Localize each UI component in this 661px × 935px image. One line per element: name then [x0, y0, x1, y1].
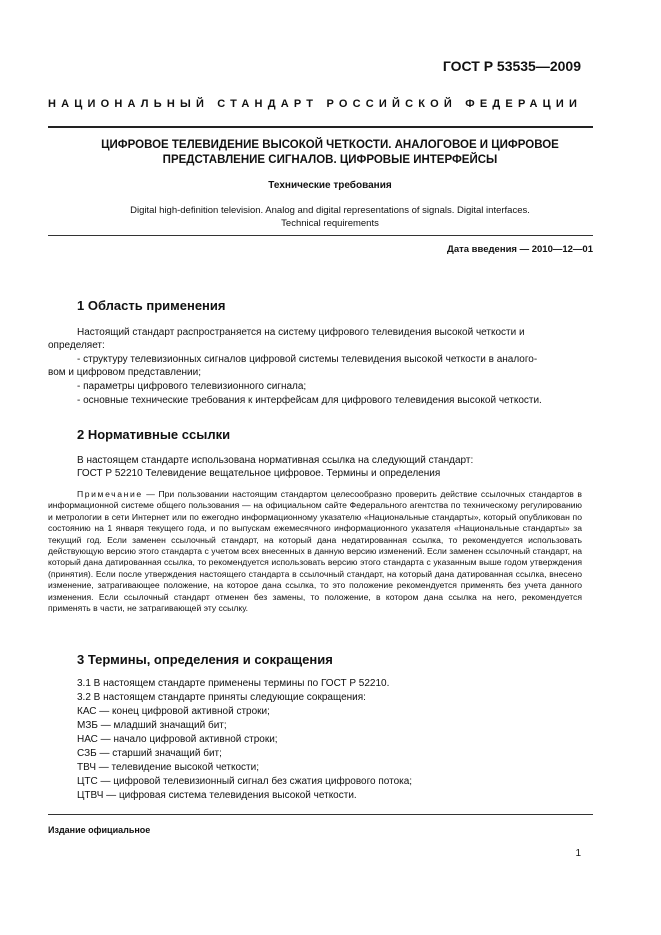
section-3-heading: 3 Термины, определения и сокращения: [77, 652, 333, 667]
abbreviation-item: ТВЧ — телевидение высокой четкости;: [77, 762, 259, 773]
top-rule: [48, 126, 593, 128]
title-rule: [48, 235, 593, 236]
abbreviation-item: НАС — начало цифровой активной строки;: [77, 734, 278, 745]
introduction-date: Дата введения — 2010—12—01: [447, 244, 593, 255]
english-title-line-1: Digital high-definition television. Analog and digital representations of signals. Digital interfaces.: [130, 205, 530, 216]
document-title: [70, 138, 590, 168]
standard-number: ГОСТ Р 53535—2009: [442, 58, 581, 74]
section-2-line-1: В настоящем стандарте использована нормативная ссылка на следующий стандарт:: [77, 455, 474, 466]
note-label: Примечание: [77, 489, 143, 499]
section-1-heading: 1 Область применения: [77, 298, 226, 313]
section-3-line: 3.1 В настоящем стандарте применены термины по ГОСТ Р 52210.: [77, 678, 390, 689]
section-1-item-1b: вом и цифровом представлении;: [48, 367, 201, 378]
abbreviation-item: МЗБ — младший значащий бит;: [77, 720, 227, 731]
abbreviation-item: ЦТВЧ — цифровая система телевидения высокой четкости.: [77, 790, 357, 801]
page-number: 1: [575, 848, 581, 859]
national-standard-banner: НАЦИОНАЛЬНЫЙ СТАНДАРТ РОССИЙСКОЙ ФЕДЕРАЦИИ: [48, 98, 583, 110]
abbreviation-item: ЦТС — цифровой телевизионный сигнал без сжатия цифрового потока;: [77, 776, 413, 787]
section-1-intro-a: Настоящий стандарт распространяется на систему цифрового телевидения высокой четкости и: [77, 327, 525, 338]
section-2-line-2: ГОСТ Р 52210 Телевидение вещательное цифровое. Термины и определения: [77, 468, 441, 479]
abbreviation-item: СЗБ — старший значащий бит;: [77, 748, 222, 759]
title-line-2: ПРЕДСТАВЛЕНИЕ СИГНАЛОВ. ЦИФРОВЫЕ ИНТЕРФЕЙСЫ: [162, 154, 498, 166]
official-edition-label: Издание официальное: [48, 825, 151, 835]
section-1-item-2: - параметры цифрового телевизионного сигнала;: [77, 381, 307, 392]
english-title-line-2: Technical requirements: [281, 218, 379, 229]
abbreviation-item: КАС — конец цифровой активной строки;: [77, 706, 270, 717]
english-title: [70, 204, 590, 230]
section-2-heading: 2 Нормативные ссылки: [77, 427, 231, 442]
footer-rule: [48, 814, 593, 815]
note-text: — При пользовании настоящим стандартом целесообразно проверить действие ссылочных стандартов в информационной системе общего пользования — на официальном сайте Федерального агентства по техническому регулированию и метрологии в сети Интернет или по ежегодно информационному указателю «Национальные стандарты», который опубликован по состоянию на 1 января текущего года, и по выпускам ежемесячного информационного указателя «Национальные стандарты» за текущий год. Если заменен ссылочный стандарт, на который дана недатированная ссылка, то рекомендуется использовать действующую версию этого стандарта с учетом всех внесенных в данную версию изменений. Если заменен ссылочный стандарт, на который дана датированная ссылка, то рекомендуется использовать версию этого стандарта с указанным выше годом утверждения (принятия). Если после утверждения настоящего стандарта в ссылочный стандарт, на который дана датированная ссылка, внесено изменение, затрагивающее положение, на которое дана ссылка, то это положение рекомендуется применять без учета данного изменения. Если ссылочный стандарт отменен без замены, то положение, в котором дана ссылка на него, рекомендуется применять в части, не затрагивающей эту ссылку.: [48, 489, 582, 614]
title-line-1: ЦИФРОВОЕ ТЕЛЕВИДЕНИЕ ВЫСОКОЙ ЧЕТКОСТИ. АНАЛОГОВОЕ И ЦИФРОВОЕ: [101, 139, 559, 151]
section-1-intro-b: определяет:: [48, 340, 105, 351]
section-2-note: [48, 489, 582, 614]
section-3-line: 3.2 В настоящем стандарте приняты следующие сокращения:: [77, 692, 366, 703]
document-subtitle: Технические требования: [268, 180, 392, 191]
section-1-item-1a: - структуру телевизионных сигналов цифровой системы телевидения высокой четкости в аналого-: [77, 354, 538, 365]
section-1-item-3: - основные технические требования к интерфейсам для цифрового телевидения высокой четкости.: [77, 395, 542, 406]
